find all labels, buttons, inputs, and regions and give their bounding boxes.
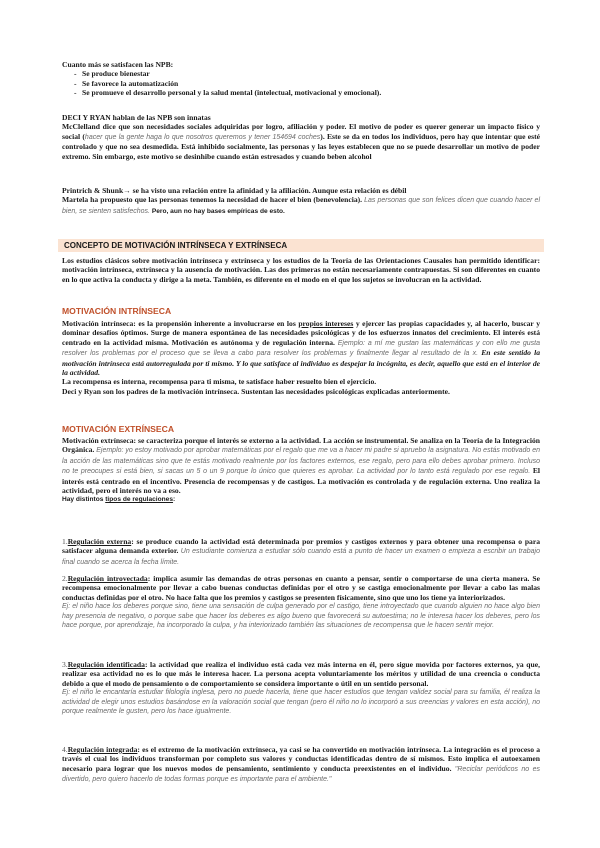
printrich-block — [62, 186, 540, 216]
deci-title: DECI Y RYAN hablan de las NPB son innatas — [62, 113, 211, 122]
concepto-paragraph: Los estudios clásicos sobre motivación intrínseca y extrínseca y los estudios de la Teoría de las Orientaciones Causales han permitido identificar: motivación intrínseca, extrínseca y la ausencia de motivación. Las dos primeras no están necesariamente contrapuestas. Si son diferentes en cuanto en lo que activa la conducta y dirige a la meta. También, es diferente en el modo en el que los sujetos se involucran en la actividad. — [62, 256, 540, 284]
intrinseca-authors: Deci y Ryan son los padres de la motivación intrínseca. Sustentan las necesidades psicológicas explicadas anteriormente. — [62, 386, 450, 396]
concepto-header: CONCEPTO DE MOTIVACIÓN INTRÍNSECA Y EXTRÍNSECA — [58, 239, 544, 252]
mcclelland-paragraph: McClelland dice que son necesidades sociales adquiridas por logro, afiliación y poder. El motivo de poder es querer generar un impacto físico y social (hacer que la gente haga lo que nosotros queremos y tener 154694 coches). Este se da en todos los individuos, pero hay que intentar que esté controlado y que no sea desmedida. Está inhibido socialmente, las personas y las leyes establecen que no se puede desarrollar un motivo de poder extremo. Sin embargo, este motivo se desinhibe cuando están estresados y cuando beben alcohol — [62, 122, 540, 161]
regulacion-item: 4.Regulación integrada: es el extremo de la motivación extrínseca, ya casi se ha convertido en motivación intrínseca. La integración es el proceso a través el cual los individuos transforman por completo sus valores y conductas identificadas dentro de sí mismos. Esto implica el autoexamen necesario para lograr que los nuevos modos de pensamiento, sentimiento y conducta preexistentes en el individuo. "Reciclar periódicos no es divertido, pero quiero hacerlo de todas formas porque es importante para el ambiente." — [62, 745, 540, 784]
extrinseca-block — [62, 436, 540, 505]
extrinseca-title: MOTIVACIÓN EXTRÍNSECA — [62, 424, 175, 434]
regulacion-example: Ej: el niño le encantaría estudiar filología inglesa, pero no puede hacerla, tiene que hacer estudios que tengan validez social para su familia, él realiza la actividad de elegir unos estudios basándose en la valoración social que tengan (pero él niño no lo incorporó a sus creencias y valores en esta acción), no porque realmente le gusten, pero los hace igualmente. — [62, 689, 540, 716]
deci-block — [62, 113, 540, 161]
intro-bullet: - Se favorece la automatización — [74, 78, 179, 88]
intrinseca-reward: La recompensa es interna, recompensa para ti misma, te satisface haber resuelto bien el ejercicio. — [62, 377, 377, 387]
intro-line: Cuanto más se satisfacen las NPB: — [62, 60, 174, 69]
intro-bullet: - Se produce bienestar — [74, 69, 150, 79]
regulacion-item: 1.Regulación externa: se produce cuando la actividad está determinada por premios y castigos externos y para obtener una recompensa o para satisfacer alguna demanda exterior. Un estudiante comienza a estudiar sólo cuando está a punto de hacer un examen o empieza a escribir un trabajo final cuando se acerca la fecha límite. — [62, 537, 541, 566]
printrich-line: Printrich & Shunk→ se ha visto una relación entre la afinidad y la afiliación. Aunque esta relación es débil — [62, 186, 407, 195]
intrinseca-block — [62, 319, 540, 396]
intro-block — [62, 60, 540, 98]
intro-bullet: - Se promueve el desarrollo personal y la salud mental (intelectual, motivacional y emocional). — [74, 88, 382, 98]
regulaciones-intro: Hay distintos tipos de regulaciones: — [62, 496, 176, 504]
regulacion-example: Ej: el niño hace los deberes porque sino, tiene una sensación de culpa generado por el castigo, tiene introyectado que cuando alguien no hace algo bien hay presencia de negativo, o porque sabe que hacer los deberes es algo bueno que favorecerá su autoestima; no le interesa hacer los deberes, pero los hace porque, por aprendizaje, ha incorporado la culpa, y ha interiorizado también las situaciones de recompensa que le hacen sentir mejor. — [62, 603, 540, 630]
intrinseca-example: Ejemplo: a mí me gustan las matemáticas y con ello me gusta resolver los problemas por el proceso que se lleva a cabo para resolver los problemas y finalmente llegar al resultado de la x. — [62, 339, 540, 358]
regulacion-item: 3.Regulación identificada: la actividad que realiza el individuo está cada vez más interna en él, pero sigue movida por factores externos, ya que, realizar esa actividad no es lo que más le interesa hacer. La persona acepta voluntariamente los méritos y utilidad de una creencia o conducta debido a que el modo de pensamiento o de comportamiento se considera importante o útil en un sentido personal. Ej: el niño le encantaría estudiar filología inglesa, pero no puede hacerla, tiene que hacer estudios que tengan validez social para su familia, él realiza la actividad de elegir unos estudios basándose en la valoración social que tengan (pero él niño no lo incorporó a sus creencias y valores en esta acción), no porque realmente le gusten, pero los hace igualmente. — [62, 660, 540, 716]
intrinseca-title: MOTIVACIÓN INTRÍNSECA — [62, 306, 172, 316]
intrinseca-definition: Motivación intrínseca: es la propensión inherente a involucrarse en los propios intereses y ejercer las propias capacidades y, al hacerlo, buscar y dominar desafíos óptimos. Surge de manera espontánea de las necesidades psicológicas y de los esfuerzos innatos del crecimiento. El interés está centrado en la actividad misma. Motivación es autónoma y de regulación interna. Ejemplo: a mí me gustan las matemáticas y con ello me gusta resolver los problemas por el proceso que se lleva a cabo para resolver los problemas y finalmente llegar al resultado de la x. En este sentido la motivación intrínseca está autorregulada por ti mismo. Y lo que satisface al individuo es despejar la incógnita, es decir, aquello que está en el interior de la actividad. — [62, 319, 540, 378]
martela-paragraph: Martela ha propuesto que las personas tenemos la necesidad de hacer el bien (benevolencia). Las personas que son felices dicen que cuando hacer el bien, se sienten satisfechos. Pero, aun no hay bases empíricas de esto. — [62, 195, 540, 215]
extrinseca-definition: Motivación extrínseca: se caracteriza porque el interés se externo a la actividad. La acción se instrumental. Se analiza en la Teoría de la Integración Orgánica. Ejemplo: yo estoy motivado por aprobar matemáticas por el regalo que me va a hacer mi padre si apruebo la asignatura. No estás motivado en la acción de las matemáticas sino que te estás motivado realmente por los factores externos, ese regalo, pero para ello debes aprobar primero. Incluso no te preocupes si está bien, si sacas un 5 o un 9 porque lo único que quieres es aprobar. La actividad por lo tanto está regulado por ese regalo. El interés está centrado en el incentivo. Presencia de recompensas y de castigos. La motivación es controlada y de regulación externa. Uno realiza la actividad, pero el interés no va a eso. — [62, 436, 540, 496]
regulacion-item: 2.Regulación introvectada: implica asumir las demandas de otras personas en cuanto a pensar, sentir o comportarse de una cierta manera. Se recompensa emocionalmente por llevar a cabo buenas conductas definidas por el otro y se castiga emocionalmente por llevar a cabo las malas conductas definidas por el otro. No hace falta que los premios y castigos se presenten físicamente, sino que uno los tiene ya interiorizados. Ej: el niño hace los deberes porque sino, tiene una sensación de culpa generado por el castigo, tiene introyectado que cuando alguien no hace algo bien hay presencia de negativo, o porque sabe que hacer los deberes es algo bueno que favorecerá su autoestima; no le interesa hacer los deberes, pero los hace porque, por aprendizaje, ha incorporado la culpa, y ha interiorizado también las situaciones de recompensa que le hacen sentir mejor. — [62, 574, 540, 630]
